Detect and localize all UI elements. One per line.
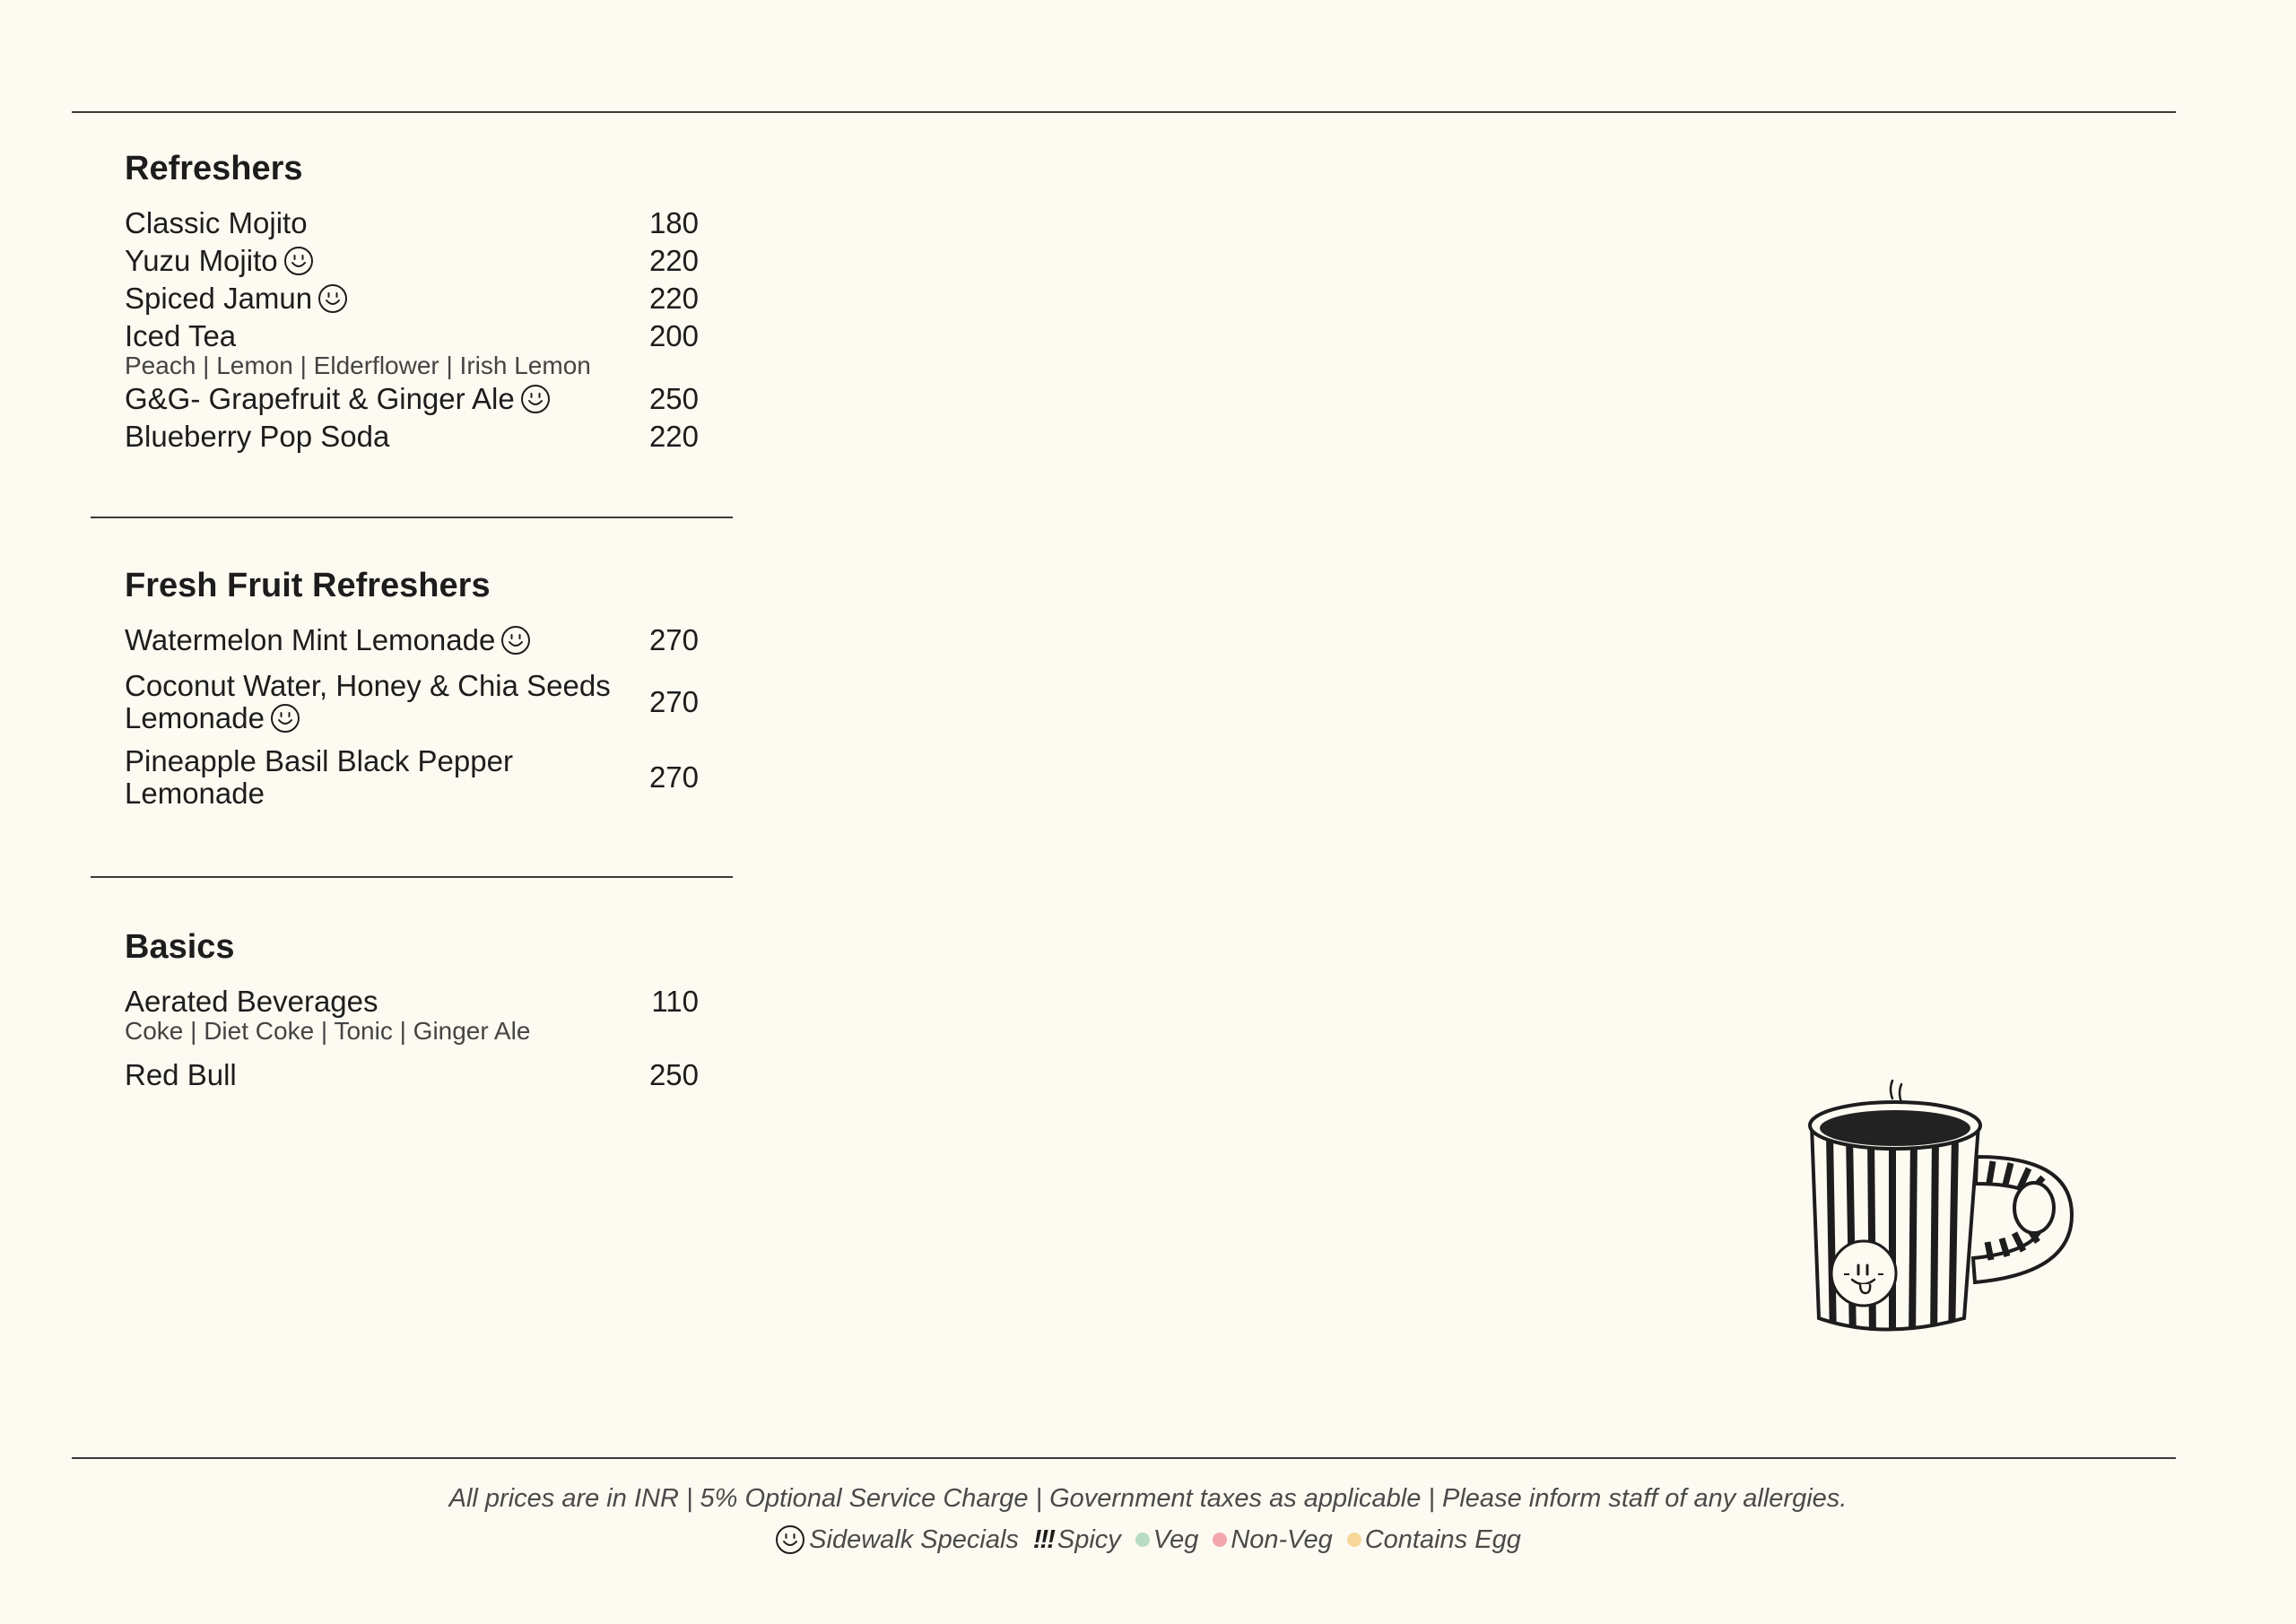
- veg-dot-icon: [1135, 1533, 1150, 1547]
- item-name-line1: Pineapple Basil Black Pepper: [125, 743, 513, 777]
- legend-non-veg: [1213, 1525, 1332, 1555]
- item-name-line1: Coconut Water, Honey & Chia Seeds: [125, 668, 611, 702]
- coffee-mug-illustration: [1803, 1072, 2090, 1345]
- legend-label: Veg: [1152, 1524, 1199, 1554]
- menu-item: [125, 418, 699, 456]
- item-name: Red Bull: [125, 1057, 237, 1091]
- item-name: Classic Mojito: [125, 205, 308, 239]
- legend-spicy: [1033, 1525, 1121, 1555]
- item-name: Yuzu Mojito: [125, 243, 278, 277]
- smiley-icon: [500, 625, 531, 656]
- legend-sidewalk-specials: [775, 1524, 1019, 1555]
- item-price: 220: [648, 243, 699, 277]
- item-description: Peach | Lemon | Elderflower | Irish Lemon: [125, 351, 591, 379]
- item-name: Iced Tea: [125, 318, 237, 352]
- menu-item: [125, 621, 699, 659]
- menu-item: [125, 242, 699, 280]
- legend-veg: [1135, 1525, 1199, 1555]
- menu-item: [125, 670, 699, 734]
- item-name: Blueberry Pop Soda: [125, 419, 390, 453]
- item-price: 270: [648, 760, 699, 794]
- section-title: Basics: [125, 928, 235, 966]
- footer-note: All prices are in INR | 5% Optional Service Charge | Government taxes as applicable | Please inform staff of any allergies.: [448, 1484, 1848, 1513]
- item-price: 110: [651, 984, 699, 1018]
- footer-divider: [72, 1457, 2176, 1459]
- smiley-icon: [317, 283, 348, 314]
- egg-dot-icon: [1347, 1533, 1361, 1547]
- menu-item: [125, 380, 699, 418]
- top-divider: [72, 111, 2176, 113]
- legend-label: Non-Veg: [1231, 1524, 1333, 1554]
- section-refreshers: [125, 151, 699, 456]
- item-name: Spiced Jamun: [125, 281, 313, 315]
- legend-label: Sidewalk Specials: [809, 1524, 1019, 1554]
- item-name-line2: Lemonade: [125, 700, 265, 734]
- item-price: 250: [648, 1057, 699, 1091]
- spicy-icon: !!!: [1032, 1524, 1054, 1554]
- menu-item: [125, 317, 699, 380]
- item-description: Coke | Diet Coke | Tonic | Ginger Ale: [125, 1016, 531, 1045]
- legend-label: Spicy: [1057, 1524, 1121, 1554]
- section-divider: [91, 876, 733, 878]
- item-price: 180: [648, 205, 699, 239]
- legend-contains-egg: [1347, 1525, 1521, 1555]
- item-price: 200: [648, 318, 699, 352]
- section-title: Fresh Fruit Refreshers: [125, 567, 491, 604]
- section-basics: [125, 929, 699, 1094]
- menu-item: [125, 204, 699, 242]
- menu-item: [125, 280, 699, 317]
- non-veg-dot-icon: [1213, 1533, 1227, 1547]
- menu-item: [125, 745, 699, 810]
- smiley-icon: [270, 703, 300, 734]
- smiley-icon: [775, 1524, 805, 1555]
- section-fresh-fruit-refreshers: [125, 568, 699, 810]
- item-name: G&G- Grapefruit & Ginger Ale: [125, 381, 515, 415]
- section-title: Refreshers: [125, 150, 303, 187]
- section-divider: [91, 517, 733, 518]
- legend: [0, 1524, 2296, 1555]
- smiley-icon: [283, 246, 314, 276]
- legend-label: Contains Egg: [1364, 1524, 1521, 1554]
- item-price: 250: [648, 381, 699, 415]
- item-price: 220: [648, 281, 699, 315]
- item-name: Watermelon Mint Lemonade: [125, 622, 496, 656]
- item-name: Aerated Beverages: [125, 984, 378, 1018]
- item-price: 270: [648, 684, 699, 718]
- menu-item: [125, 1056, 699, 1094]
- item-name-line2: Lemonade: [125, 776, 265, 810]
- menu-item: [125, 983, 699, 1046]
- item-price: 220: [648, 419, 699, 453]
- item-price: 270: [648, 622, 699, 656]
- smiley-icon: [520, 384, 551, 414]
